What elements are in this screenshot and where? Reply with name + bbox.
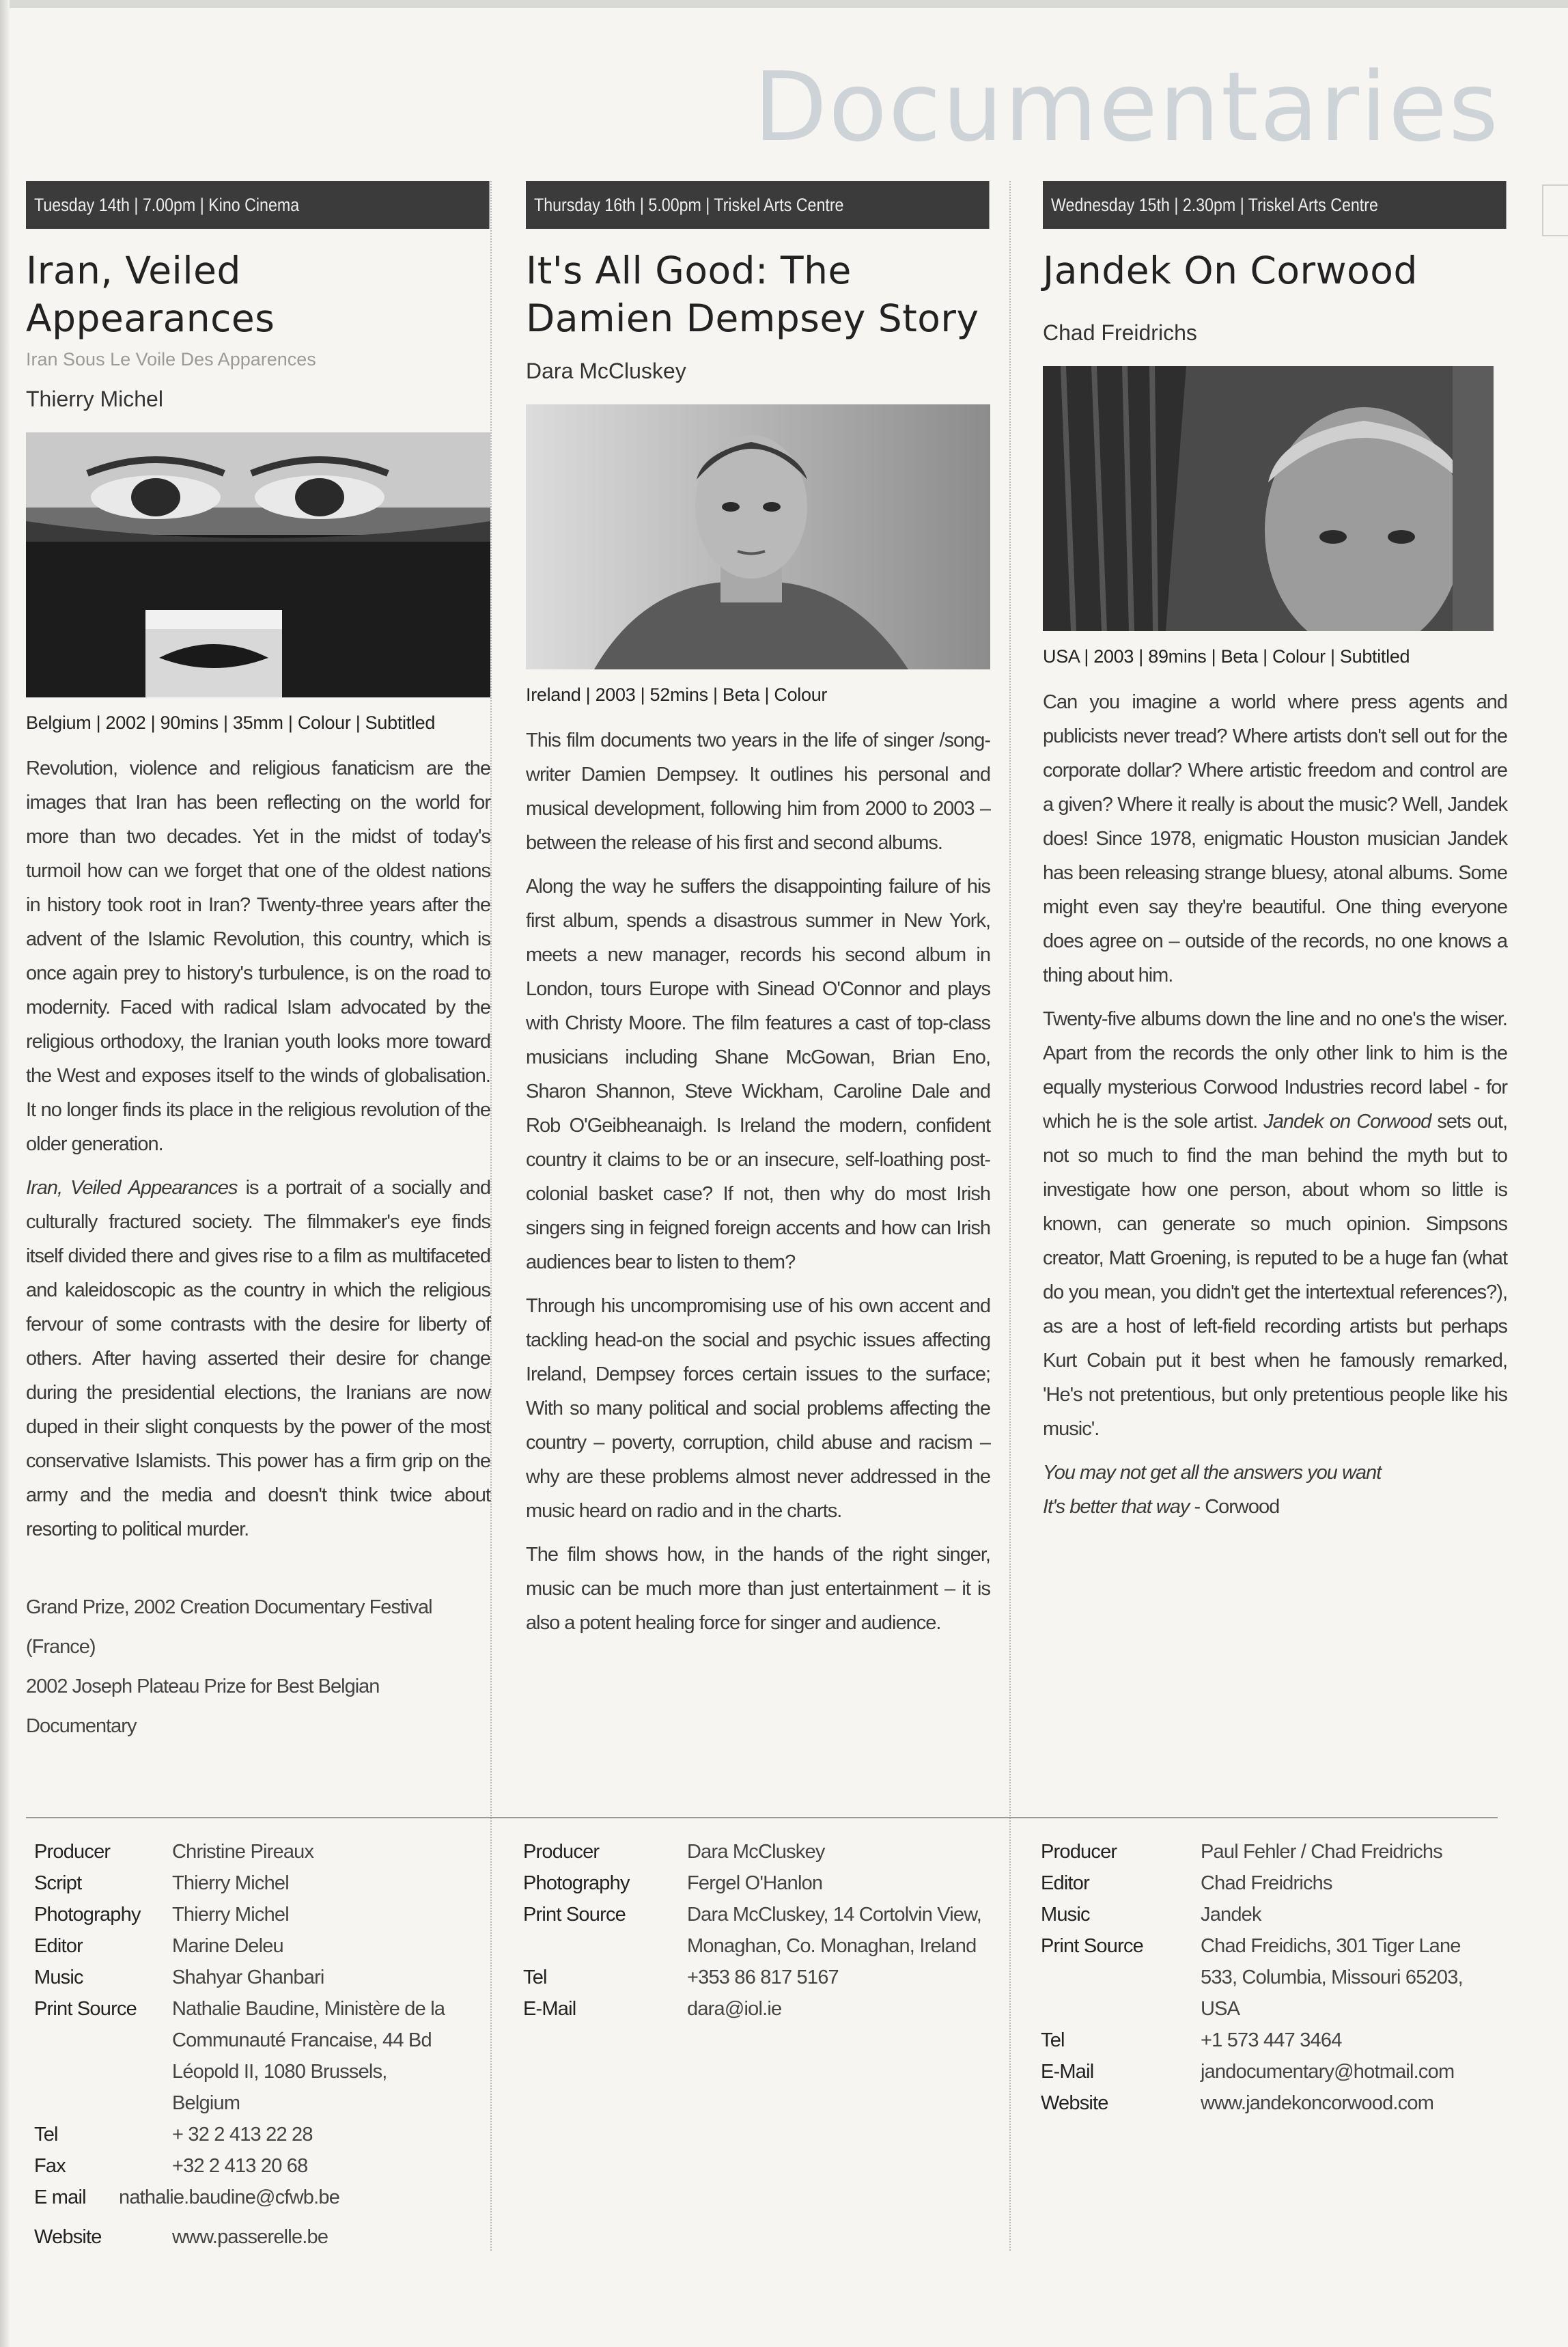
credit-label: Tel [1041,2029,1065,2051]
credit-row [34,2221,512,2253]
credit-value: +32 2 413 20 68 [172,2155,308,2177]
credit-label: Music [1041,1904,1090,1926]
film-still-image [1043,366,1494,631]
section-title: Documentaries [753,52,1500,163]
film-meta: Ireland | 2003 | 52mins | Beta | Colour [526,684,828,705]
screening-bar [26,181,489,229]
film-synopsis [526,723,990,1640]
credit-email[interactable]: jandocumentary@hotmail.com [1201,2061,1455,2083]
credit-value: Paul Fehler / Chad Freidrichs [1201,1841,1442,1863]
credit-row [1041,2087,1519,2119]
film-still-portrait [1043,366,1494,631]
credit-email[interactable]: nathalie.baudine@cfwb.be [119,2186,340,2208]
credit-value: Fergel O'Hanlon [687,1872,823,1894]
credit-label: Website [34,2226,102,2248]
credits-iran [34,1836,512,2253]
credit-row [34,1899,512,1930]
credit-website[interactable]: www.jandekoncorwood.com [1201,2092,1434,2114]
credit-value: Nathalie Baudine, Ministère de la Communauté Francaise, 44 Bd Léopold II, 1080 Brussels, Belgium [172,1998,445,2114]
credit-row [523,1836,1001,1867]
credit-row [523,1962,1001,1993]
credit-row [1041,1899,1519,1930]
synopsis-paragraph: Through his uncompromising use of his own accent and tackling head-on the social and psychic issues affecting Ireland, Dempsey forces certain issues to the surface; With so many political and social problems affecting the country – poverty, corruption, child abuse and racism – why are these problems almost never addressed in the music heard on radio and in the charts. [526,1295,990,1522]
synopsis-text: Twenty-five albums down the line and no one's the wiser. Apart from the records the only other link to him is the equally mysterious Corwood Industries record label - for which he is the sole artist. [1043,1008,1507,1133]
screening-info: Tuesday 14th | 7.00pm | Kino Cinema [34,194,300,215]
film-prizes [26,1587,490,1746]
synopsis-text: is a portrait of a socially and culturally fractured society. The filmmaker's eye finds itself divided there and gives rise to a film as multifaceted and kaleidoscopic as the country in which the religious fervour of some contrasts with the desire for liberty of others. After having asserted their desire for change during the presidential elections, the Iranians are now duped in their slight conquests by the power of the most conservative Islamists. This power has a firm grip on the army and the media and doesn't think twice about resorting to political murder. [26,1177,490,1540]
credit-label: Photography [523,1872,630,1894]
credits-divider [26,1817,1498,1818]
page-binding-edge [0,0,10,2347]
credit-value: Thierry Michel [172,1872,289,1894]
credit-row [34,2119,512,2150]
film-still-image [26,432,490,697]
film-column-iran [26,181,490,1746]
credit-row [34,2182,512,2213]
synopsis-paragraph: Revolution, violence and religious fanaticism are the images that Iran has been reflecting on the world for more than two decades. Yet in the midst of today's turmoil how can we forget that one of the oldest nations in history took root in Iran? Twenty-three years after the advent of the Islamic Revolution, this country, which is once again prey to history's turbulence, is on the road to modernity. Faced with radical Islam advocated by the religious orthodoxy, the Iranian youth looks more toward the West and exposes itself to the winds of globalisation. It no longer finds its place in the religious revolution of the older generation. [26,758,490,1155]
screening-bar [1043,181,1506,229]
synopsis-paragraph [1043,1002,1507,1446]
credit-value: Chad Freidichs, 301 Tiger Lane 533, Columbia, Missouri 65203, USA [1201,1935,1463,2020]
credit-label: Tel [34,2124,58,2145]
credit-label: Music [34,1967,83,1988]
screening-bar [526,181,989,229]
film-title: It's All Good: The Damien Dempsey Story [526,249,979,340]
film-title-inline: Iran, Veiled Appearances [26,1177,238,1199]
synopsis-paragraph: Along the way he suffers the disappointing failure of his first album, spends a disastrous summer in New York, meets a new manager, records his second album in London, tours Europe with Sinead O'Connor and plays with Christy Moore. The film features a cast of top-class musicians including Shane McGowan, Brian Eno, Sharon Shannon, Steve Wickham, Caroline Dale and Rob O'Geibheanaigh. Is Ireland the modern, confident country it claims to be or an insecure, self-loathing post-colonial basket case? If not, then why do most Irish singers sing in feigned foreign accents and how can Irish audiences bear to listen to them? [526,876,990,1273]
film-still-veiled-woman [26,432,490,697]
credit-value: Marine Deleu [172,1935,283,1957]
credit-label: Tel [523,1967,547,1988]
film-tagline [1043,1456,1507,1524]
credit-label: Fax [34,2155,66,2177]
credit-row [1041,1836,1519,1867]
film-still-image [526,404,990,669]
film-director: Chad Freidrichs [1043,320,1197,345]
screening-info: Wednesday 15th | 2.30pm | Triskel Arts Centre [1051,194,1378,215]
film-synopsis [26,751,490,1546]
column-divider [1009,181,1011,2251]
synopsis-paragraph [26,1171,490,1546]
film-director: Thierry Michel [26,387,163,411]
credit-row [523,1993,1001,2025]
film-column-damien-dempsey [526,181,990,1650]
synopsis-paragraph: The film shows how, in the hands of the right singer, music can be much more than just entertainment – it is also a potent healing force for singer and audience. [526,1544,990,1634]
credit-label: Photography [34,1904,141,1926]
credit-row [1041,1867,1519,1899]
page-top-strip [0,0,1568,8]
credit-value: Thierry Michel [172,1904,289,1926]
credit-value: + 32 2 413 22 28 [172,2124,313,2145]
credit-value: Jandek [1201,1904,1261,1926]
credit-row [34,1962,512,1993]
credit-row [1041,1930,1519,2025]
tagline-attribution: - Corwood [1189,1496,1280,1518]
credit-row [1041,2056,1519,2087]
film-meta: Belgium | 2002 | 90mins | 35mm | Colour | Subtitled [26,712,436,733]
film-original-title: Iran Sous Le Voile Des Apparences [26,349,316,370]
credit-label: Print Source [34,1998,137,2020]
credit-row [523,1899,1001,1962]
credit-label: E-Mail [1041,2061,1094,2083]
film-title: Jandek On Corwood [1043,249,1418,292]
credit-row [523,1867,1001,1899]
credits-damien-dempsey [523,1836,1001,2025]
credit-row [34,1993,512,2119]
synopsis-text: sets out, not so much to find the man behind the myth but to investigate how one person, about whom so little is known, can generate so much opinion. Simpsons creator, Matt Groening, is reputed to be a huge fan (what do you mean, you didn't get the intertextual references?), as are a host of left-field recording artists but perhaps Kurt Cobain put it best when he famously remarked, 'He's not pretentious, but only pretentious people like his music'. [1043,1111,1507,1440]
credit-label: Script [34,1872,82,1894]
credits-jandek [1041,1836,1519,2119]
credit-label: Editor [1041,1872,1089,1894]
credit-value: +1 573 447 3464 [1201,2029,1342,2051]
credit-label: Print Source [523,1904,626,1926]
credit-label: Print Source [1041,1935,1143,1957]
film-title-inline: Jandek on Corwood [1263,1111,1431,1133]
synopsis-paragraph: This film documents two years in the life of singer /song-writer Damien Dempsey. It outlines his personal and musical development, following him from 2000 to 2003 – between the release of his first and second albums. [526,730,990,854]
credit-value: Shahyar Ghanbari [172,1967,324,1988]
synopsis-paragraph: Can you imagine a world where press agents and publicists never tread? Where artists don't sell out for the corporate dollar? Where artistic freedom and control are a given? Where it really is about the music? Well, Jandek does! Since 1978, enigmatic Houston musician Jandek has been releasing strange bluesy, atonal albums. Some might even say they're beautiful. One thing everyone does agree on – outside of the records, no one knows a thing about him. [1043,691,1507,986]
tagline-line: It's better that way [1043,1496,1190,1518]
credit-value: Dara McCluskey, 14 Cortolvin View, Monaghan, Co. Monaghan, Ireland [687,1904,982,1957]
page-edge-tab [1542,184,1568,236]
credit-row [34,1930,512,1962]
film-title: Iran, Veiled Appearances [26,249,275,340]
film-meta: USA | 2003 | 89mins | Beta | Colour | Subtitled [1043,646,1410,667]
credit-label: Website [1041,2092,1108,2114]
credit-row [1041,2025,1519,2056]
film-synopsis [1043,685,1507,1524]
credit-value: Christine Pireaux [172,1841,314,1863]
credit-value: Chad Freidrichs [1201,1872,1332,1894]
screening-info: Thursday 16th | 5.00pm | Triskel Arts Centre [534,194,844,215]
credit-row [34,1867,512,1899]
tagline-line: You may not get all the answers you want [1043,1462,1382,1484]
film-still-portrait [526,404,990,669]
prize-item: 2002 Joseph Plateau Prize for Best Belgian Documentary [26,1676,380,1737]
credit-value: +353 86 817 5167 [687,1967,839,1988]
prize-item: Grand Prize, 2002 Creation Documentary Festival (France) [26,1596,432,1658]
credit-label: Producer [34,1841,111,1863]
credit-row [34,1836,512,1867]
credit-row [34,2150,512,2182]
credit-label: Editor [34,1935,83,1957]
credit-value: Dara McCluskey [687,1841,825,1863]
film-column-jandek [1043,181,1507,1533]
credit-label: Producer [523,1841,600,1863]
credit-website[interactable]: www.passerelle.be [172,2226,328,2248]
credit-email[interactable]: dara@iol.ie [687,1998,782,2020]
credit-label: E mail [34,2186,86,2208]
credit-label: E-Mail [523,1998,576,2020]
film-director: Dara McCluskey [526,359,686,383]
credit-label: Producer [1041,1841,1117,1863]
